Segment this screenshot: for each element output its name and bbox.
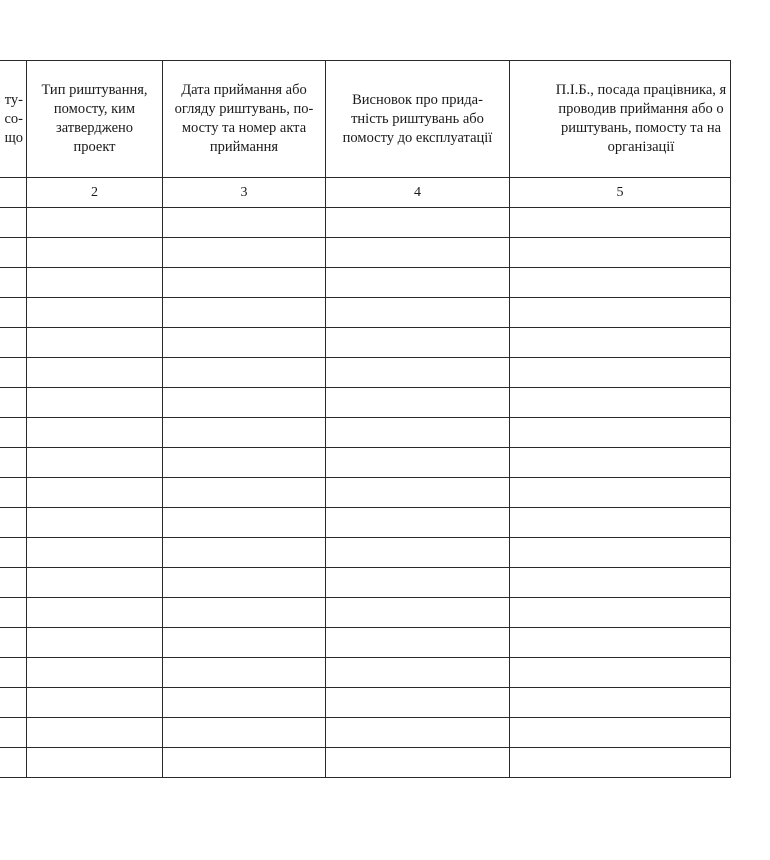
entry-row (0, 418, 731, 448)
header-text-3 (163, 81, 325, 157)
entry-cell (510, 448, 731, 478)
entry-row (0, 448, 731, 478)
entry-cell (163, 568, 326, 598)
header-text-line: П.І.Б., посада працівника, я (555, 82, 727, 98)
entry-cell (163, 598, 326, 628)
entry-cell (27, 268, 163, 298)
entry-cell (0, 298, 27, 328)
entry-cell (326, 718, 510, 748)
entry-cell (163, 658, 326, 688)
entry-cell (326, 748, 510, 778)
entry-cell (326, 388, 510, 418)
header-text-line: проводив приймання або о (558, 101, 724, 117)
header-text-line: що (4, 129, 23, 146)
entry-row (0, 268, 731, 298)
header-text-line: со- (4, 110, 23, 127)
entry-cell (510, 658, 731, 688)
entry-cell (27, 658, 163, 688)
entry-cell (510, 688, 731, 718)
entry-cell (27, 358, 163, 388)
entry-cell (0, 598, 27, 628)
entry-cell (510, 568, 731, 598)
entry-cell (510, 508, 731, 538)
entry-cell (326, 628, 510, 658)
entry-row (0, 208, 731, 238)
entry-cell (163, 358, 326, 388)
header-text-line: мосту та номер акта (181, 120, 307, 136)
entry-cell (0, 568, 27, 598)
header-text-4 (326, 91, 509, 148)
entry-row (0, 538, 731, 568)
entry-cell (163, 628, 326, 658)
entry-cell (326, 358, 510, 388)
entry-cell (27, 208, 163, 238)
entry-row (0, 508, 731, 538)
column-number-row (0, 178, 731, 208)
entry-row (0, 328, 731, 358)
header-text-line: організації (607, 139, 675, 155)
entry-cell (163, 448, 326, 478)
entry-cell (0, 658, 27, 688)
entry-row (0, 358, 731, 388)
entry-cell (27, 418, 163, 448)
header-text-line: Висновок про прида- (352, 91, 483, 108)
entry-cell (510, 298, 731, 328)
entry-cell (27, 598, 163, 628)
entry-cell (163, 508, 326, 538)
entry-cell (510, 718, 731, 748)
entry-cell (510, 478, 731, 508)
entry-cell (510, 748, 731, 778)
entry-cell (27, 328, 163, 358)
entry-cell (163, 238, 326, 268)
entry-cell (510, 238, 731, 268)
entry-cell (0, 688, 27, 718)
entry-cell (163, 688, 326, 718)
entry-cell (27, 478, 163, 508)
entry-cell (27, 448, 163, 478)
entry-cell (326, 598, 510, 628)
entry-cell (163, 268, 326, 298)
header-text-line: приймання (209, 139, 279, 155)
entry-cell (0, 508, 27, 538)
entry-cell (163, 418, 326, 448)
entry-row (0, 688, 731, 718)
column-number-1 (0, 178, 27, 208)
entry-row (0, 718, 731, 748)
entry-cell (0, 718, 27, 748)
entry-cell (27, 238, 163, 268)
column-number-5: 5 (510, 178, 731, 208)
entry-cell (326, 688, 510, 718)
entry-cell (0, 238, 27, 268)
entry-cell (163, 388, 326, 418)
header-text-line: Тип риштування, (41, 82, 148, 98)
entry-cell (163, 328, 326, 358)
entry-cell (510, 418, 731, 448)
entry-cell (326, 508, 510, 538)
entry-cell (326, 568, 510, 598)
column-number-2: 2 (27, 178, 163, 208)
header-text-line: проект (73, 139, 116, 155)
header-text-line: затверджено (55, 120, 134, 136)
header-text-line: помосту, ким (53, 101, 136, 117)
entry-cell (510, 388, 731, 418)
entry-cell (326, 298, 510, 328)
journal-sheet (0, 60, 730, 778)
entry-cell (326, 418, 510, 448)
header-text-line: Дата приймання або (181, 82, 307, 98)
header-text-line: риштувань, помосту та на (560, 120, 722, 136)
header-text-line: помосту до експлуатації (342, 129, 493, 146)
entry-row (0, 478, 731, 508)
entry-cell (27, 718, 163, 748)
entry-row (0, 298, 731, 328)
entry-cell (163, 298, 326, 328)
entry-cell (510, 208, 731, 238)
entry-cell (0, 478, 27, 508)
entry-cell (326, 478, 510, 508)
entry-cell (163, 478, 326, 508)
entry-row (0, 598, 731, 628)
entry-cell (27, 568, 163, 598)
entry-row (0, 388, 731, 418)
entry-cell (0, 448, 27, 478)
entry-cell (510, 538, 731, 568)
entry-cell (0, 418, 27, 448)
header-cell-1 (0, 61, 27, 178)
header-cell-2 (27, 61, 163, 178)
entry-cell (510, 628, 731, 658)
entry-cell (163, 748, 326, 778)
header-text-2 (27, 81, 162, 157)
entry-cell (326, 328, 510, 358)
entry-cell (326, 538, 510, 568)
entry-cell (510, 268, 731, 298)
entry-row (0, 748, 731, 778)
entry-cell (0, 268, 27, 298)
entry-cell (27, 508, 163, 538)
entry-cell (0, 208, 27, 238)
entry-cell (27, 748, 163, 778)
column-number-3: 3 (163, 178, 326, 208)
entry-cell (0, 358, 27, 388)
entry-cell (326, 448, 510, 478)
entry-cell (27, 688, 163, 718)
entry-cell (326, 658, 510, 688)
header-cell-4 (326, 61, 510, 178)
header-cell-3 (163, 61, 326, 178)
entry-cell (0, 748, 27, 778)
entry-cell (0, 328, 27, 358)
entry-row (0, 628, 731, 658)
header-text-5 (516, 81, 770, 157)
entry-cell (326, 238, 510, 268)
entry-cell (326, 268, 510, 298)
entry-cell (0, 628, 27, 658)
entry-row (0, 238, 731, 268)
entry-row (0, 568, 731, 598)
entry-row (0, 658, 731, 688)
entry-cell (27, 298, 163, 328)
header-text-line: ту- (4, 91, 23, 108)
entry-cell (163, 718, 326, 748)
entry-cell (0, 538, 27, 568)
entry-cell (510, 328, 731, 358)
entry-cell (510, 598, 731, 628)
entry-cell (326, 208, 510, 238)
header-cell-5 (510, 61, 731, 178)
scaffolding-inspection-table (0, 60, 731, 778)
header-text-line: тність риштувань або (351, 110, 484, 127)
column-number-4: 4 (326, 178, 510, 208)
entry-cell (27, 538, 163, 568)
entry-cell (0, 388, 27, 418)
entry-cell (163, 538, 326, 568)
header-row (0, 61, 731, 178)
entry-cell (163, 208, 326, 238)
entry-cell (27, 628, 163, 658)
entry-cell (27, 388, 163, 418)
header-text-line: огляду риштувань, по- (174, 101, 314, 117)
header-text-1 (0, 91, 26, 148)
entry-cell (510, 358, 731, 388)
